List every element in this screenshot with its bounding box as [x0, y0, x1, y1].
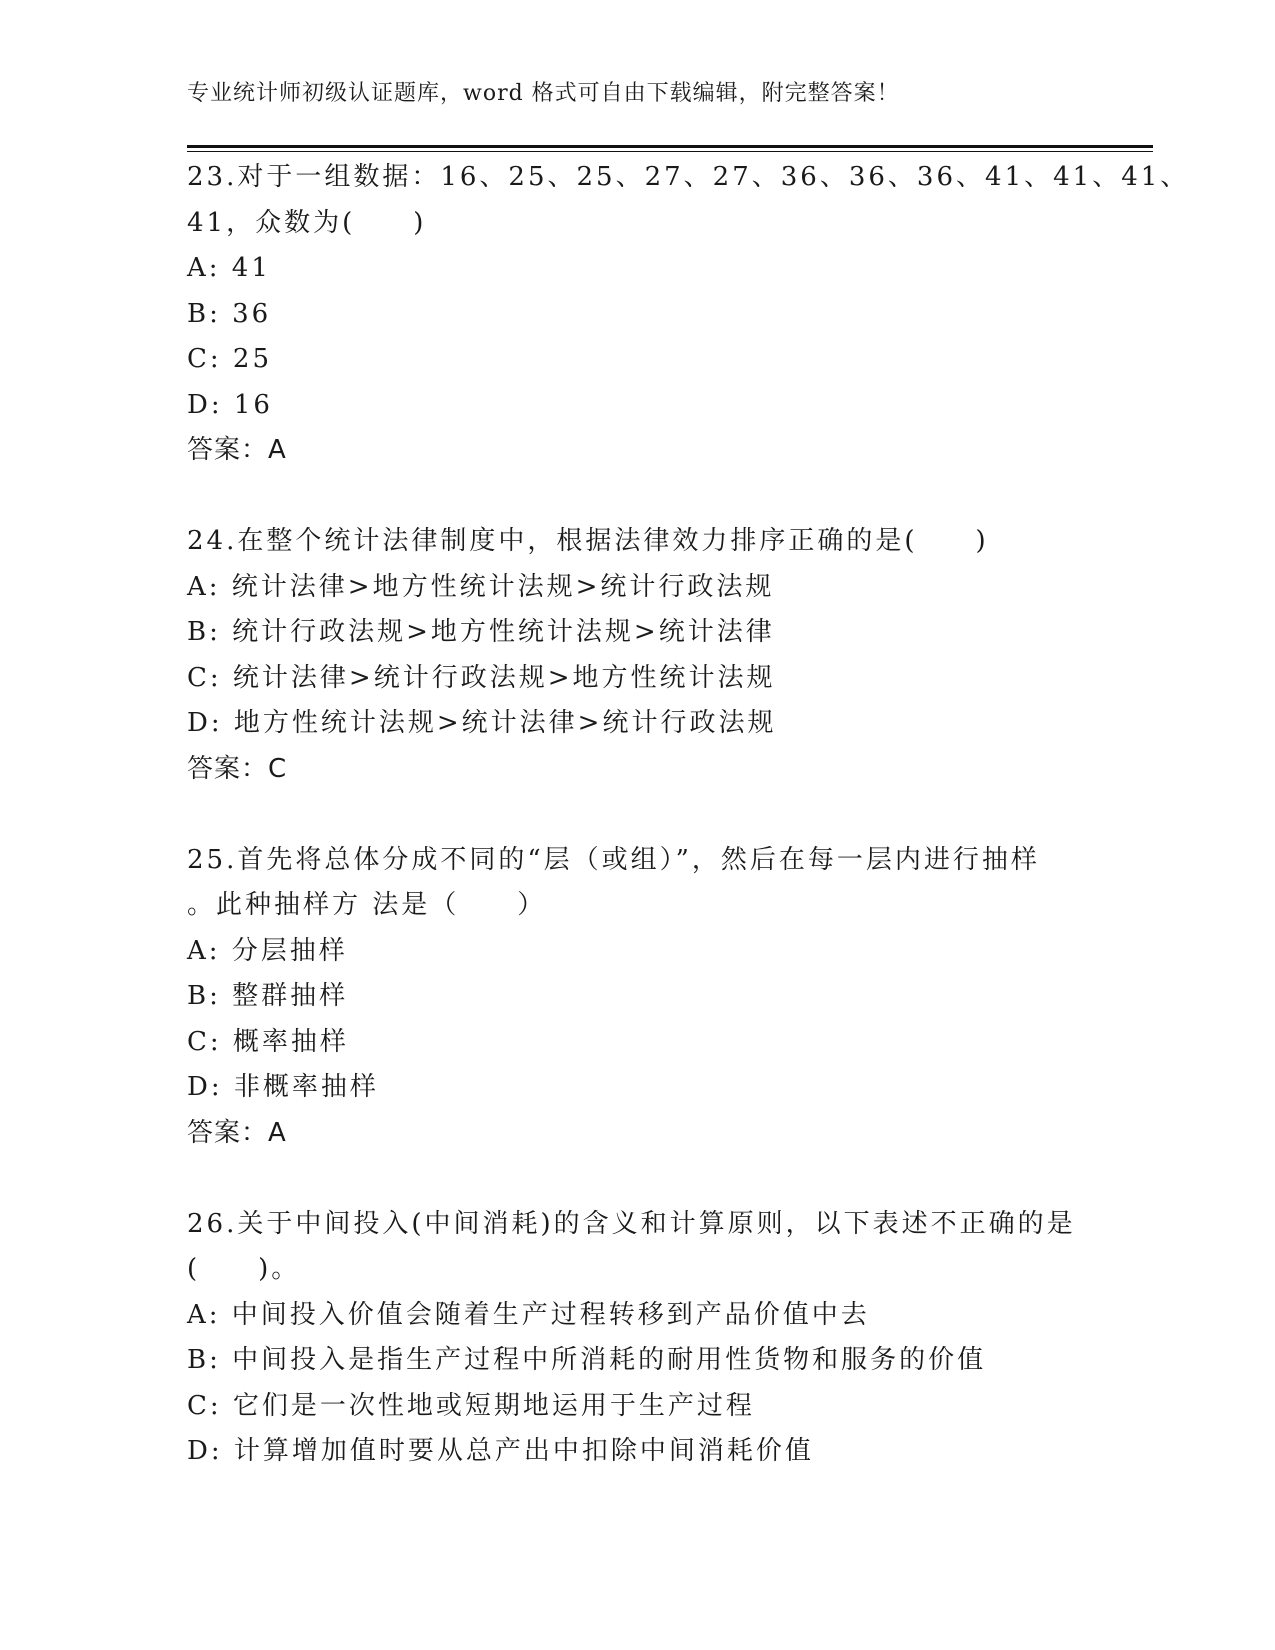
option-d: D: 非概率抽样: [187, 1072, 379, 1102]
question-text: 41，众数为( ): [187, 207, 427, 238]
answer-label: 答案：C: [187, 753, 288, 784]
option-a: A: 中间投入价值会随着生产过程转移到产品价值中去: [187, 1299, 870, 1330]
option-c: C: 它们是一次性地或短期地运用于生产过程: [187, 1390, 755, 1421]
question-text: 23.对于一组数据：16、25、25、27、27、36、36、36、41、41、41、: [187, 162, 1190, 192]
question-26: [187, 1202, 1087, 1475]
answer-label: 答案：A: [187, 1117, 287, 1148]
option-c: C: 统计法律>统计行政法规>地方性统计法规: [187, 662, 776, 693]
option-b: B: 36: [187, 298, 272, 329]
spacer: [187, 792, 1087, 838]
question-text: 24.在整个统计法律制度中，根据法律效力排序正确的是( ): [187, 526, 989, 556]
question-text: ( )。: [187, 1254, 301, 1284]
option-a: A: 41: [187, 253, 271, 283]
option-b: B: 整群抽样: [187, 981, 349, 1011]
question-text: 25.首先将总体分成不同的“层（或组）”，然后在每一层内进行抽样: [187, 844, 1040, 875]
option-c: C: 25: [187, 344, 273, 374]
page-header: 专业统计师初级认证题库，word 格式可自由下载编辑，附完整答案！: [187, 81, 900, 106]
option-d: D: 地方性统计法规>统计法律>统计行政法规: [187, 708, 777, 738]
question-list: [187, 155, 1190, 1475]
header-divider: [187, 145, 1153, 152]
spacer: [187, 474, 1087, 520]
question-text: 26.关于中间投入(中间消耗)的含义和计算原则，以下表述不正确的是: [187, 1208, 1076, 1239]
option-b: B: 统计行政法规>地方性统计法规>统计法律: [187, 617, 775, 647]
option-b: B: 中间投入是指生产过程中所消耗的耐用性货物和服务的价值: [187, 1345, 987, 1375]
option-a: A: 统计法律>地方性统计法规>统计行政法规: [187, 571, 775, 602]
option-d: D: 计算增加值时要从总产出中扣除中间消耗价值: [187, 1436, 814, 1466]
question-24: [187, 519, 1087, 792]
question-25: [187, 838, 1087, 1157]
answer-label: 答案：A: [187, 435, 287, 465]
option-a: A: 分层抽样: [187, 935, 348, 966]
option-c: C: 概率抽样: [187, 1026, 349, 1057]
spacer: [187, 1156, 1087, 1202]
question-23: [187, 155, 1190, 474]
question-text: 。此种抽样方 法是（ ）: [187, 890, 547, 920]
option-d: D: 16: [187, 389, 273, 420]
